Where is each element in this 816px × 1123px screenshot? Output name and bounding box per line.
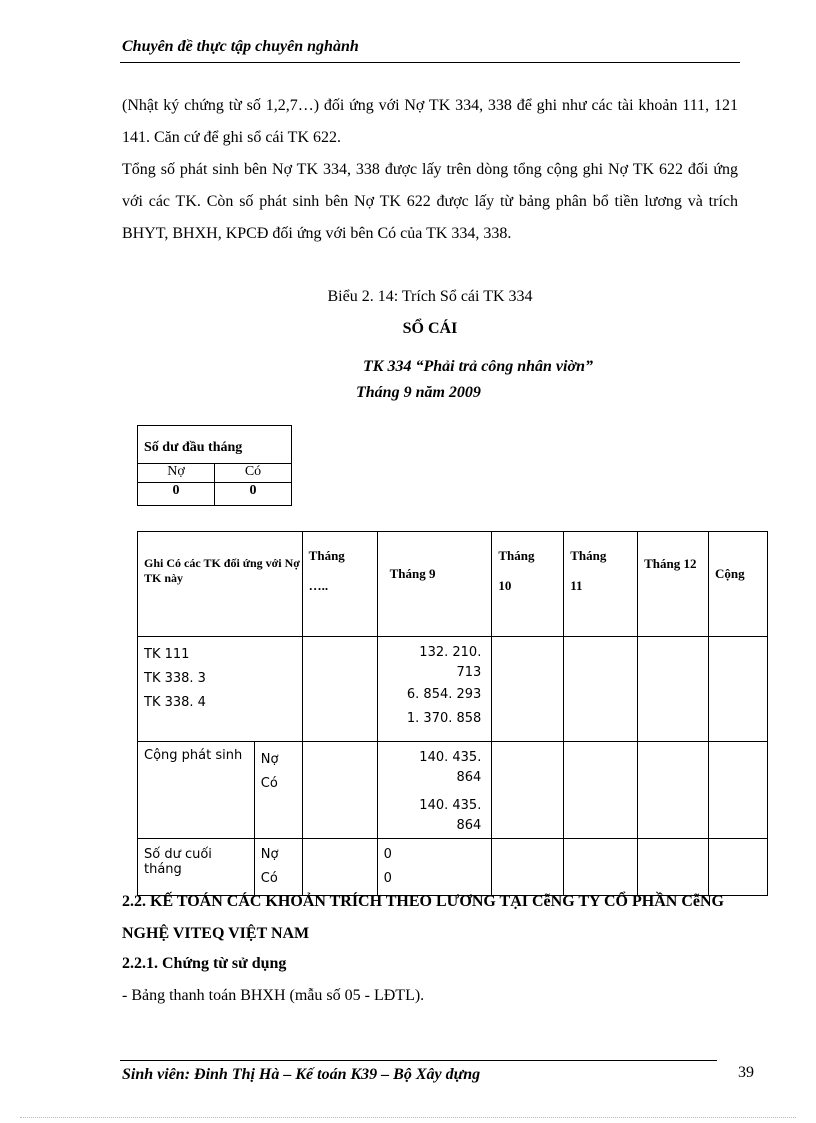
paragraph-1: (Nhật ký chứng từ số 1,2,7…) đối ứng với Nợ TK 334, 338 để ghi như các tài khoản 111, 121 141. Căn cứ để ghi sổ cái TK 622. bbox=[122, 97, 738, 146]
opening-debit-value: 0 bbox=[138, 483, 215, 506]
header-month-10 bbox=[492, 532, 564, 637]
running-header: Chuyên đề thực tập chuyên nghành bbox=[122, 38, 359, 55]
value-tk338-3: 6. 854. 293 bbox=[406, 687, 482, 702]
ledger-account: TK 334 “Phải trả công nhân viờn” bbox=[363, 358, 593, 375]
footer-author: Sinh viên: Đinh Thị Hà – Kế toán K39 – Bộ Xây dựng bbox=[122, 1066, 481, 1083]
table-row bbox=[138, 637, 768, 742]
account-tk338-4: TK 338. 4 bbox=[144, 695, 206, 710]
sum-side-labels bbox=[254, 742, 302, 839]
sum-debit-label: Nợ bbox=[260, 752, 279, 767]
cell-month-prev bbox=[302, 637, 377, 742]
sum-debit-a: 140. 435. bbox=[419, 750, 482, 765]
header-month-11 bbox=[564, 532, 638, 637]
value-tk111-b: 713 bbox=[456, 665, 482, 680]
cell-month-11 bbox=[564, 742, 638, 839]
opening-balance-title: Số dư đầu tháng bbox=[138, 426, 292, 464]
header-month-9: Tháng 9 bbox=[377, 532, 492, 637]
header-month-prev-dots: ….. bbox=[308, 578, 329, 593]
cell-total bbox=[709, 742, 768, 839]
cell-month-10 bbox=[492, 637, 564, 742]
opening-credit-label: Có bbox=[215, 464, 292, 483]
header-month-prev-label: Tháng bbox=[308, 548, 345, 563]
sum-values bbox=[377, 742, 492, 839]
sum-label: Cộng phát sinh bbox=[138, 742, 255, 839]
end-credit-label: Có bbox=[260, 871, 278, 886]
header-month-10-number: 10 bbox=[498, 578, 512, 593]
cell-month-9-values bbox=[377, 637, 492, 742]
header-accounts: Ghi Có các TK đối ứng với Nợ TK này bbox=[138, 532, 303, 637]
header-month-10-label: Tháng bbox=[498, 548, 535, 563]
header-month-prev bbox=[302, 532, 377, 637]
header-month-11-number: 11 bbox=[570, 578, 583, 593]
section-heading: 2.2. KẾ TOÁN CÁC KHOẢN TRÍCH THEO LƯƠNG TẠI CễNG TY CỔ PHẦN CễNG NGHỆ VITEQ VIỆT NAM bbox=[122, 893, 724, 942]
sum-credit-b: 864 bbox=[456, 818, 482, 833]
header-month-11-label: Tháng bbox=[570, 548, 607, 563]
cell-month-11 bbox=[564, 637, 638, 742]
value-tk338-4: 1. 370. 858 bbox=[406, 711, 482, 726]
sum-credit-label: Có bbox=[260, 776, 278, 791]
cell-month-prev bbox=[302, 742, 377, 839]
ledger-table bbox=[137, 531, 768, 896]
end-credit-value: 0 bbox=[383, 871, 392, 886]
header-rule bbox=[120, 62, 740, 63]
header-month-12: Tháng 12 bbox=[638, 532, 709, 637]
account-tk338-3: TK 338. 3 bbox=[144, 671, 206, 686]
table-header-row bbox=[138, 532, 768, 637]
subsection-heading: 2.2.1. Chứng từ sử dụng bbox=[122, 955, 287, 972]
list-item: - Bảng thanh toán BHXH (mẫu số 05 - LĐTL). bbox=[122, 987, 425, 1004]
end-debit-value: 0 bbox=[383, 847, 392, 862]
account-tk111: TK 111 bbox=[144, 647, 190, 662]
sum-credit-a: 140. 435. bbox=[419, 798, 482, 813]
page-edge bbox=[20, 1117, 796, 1118]
footer-rule bbox=[120, 1060, 717, 1061]
paragraph-2: Tổng số phát sinh bên Nợ TK 334, 338 được lấy trên dòng tổng cộng ghi Nợ TK 622 đối ứng với các TK. Còn số phát sinh bên Nợ TK 622 được lấy từ bảng phân bổ tiền lương và trích BHYT, BHXH, KPCĐ đối ứng với bên Có của TK 334, 338. bbox=[122, 161, 738, 242]
opening-balance-table bbox=[137, 425, 292, 506]
header-total: Cộng bbox=[709, 532, 768, 637]
cell-total bbox=[709, 637, 768, 742]
page-number: 39 bbox=[738, 1064, 754, 1081]
ledger-period: Tháng 9 năm 2009 bbox=[356, 384, 481, 401]
account-list bbox=[138, 637, 303, 742]
cell-month-12 bbox=[638, 742, 709, 839]
end-debit-label: Nợ bbox=[260, 847, 279, 862]
value-tk111-a: 132. 210. bbox=[419, 645, 482, 660]
sum-debit-b: 864 bbox=[456, 770, 482, 785]
figure-caption: Biểu 2. 14: Trích Sổ cái TK 334 bbox=[327, 288, 533, 305]
opening-debit-label: Nợ bbox=[138, 464, 215, 483]
ledger-title: SỔ CÁI bbox=[402, 320, 458, 337]
cell-month-10 bbox=[492, 742, 564, 839]
table-row bbox=[138, 742, 768, 839]
cell-month-12 bbox=[638, 637, 709, 742]
end-balance-label: Số dư cuối tháng bbox=[138, 839, 255, 896]
opening-credit-value: 0 bbox=[215, 483, 292, 506]
